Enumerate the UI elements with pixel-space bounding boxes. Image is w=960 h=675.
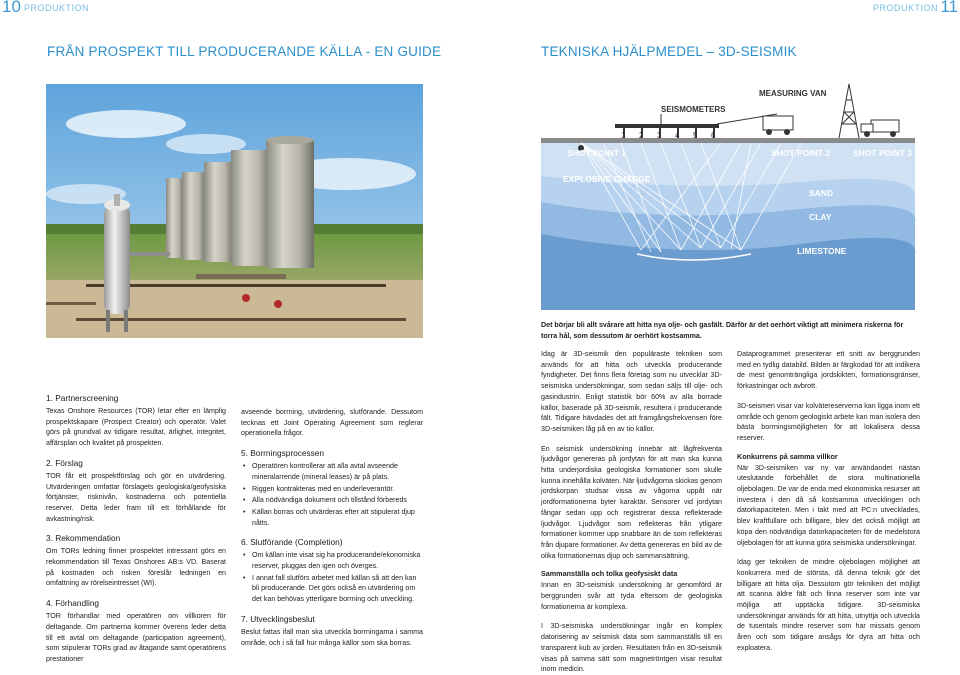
section-heading-utvecklingsbeslut: 7. Utvecklingsbeslut: [241, 613, 315, 624]
bullet-list: [241, 550, 423, 605]
sand-label: SAND: [809, 188, 834, 198]
right-running-head: PRODUKTION: [872, 3, 938, 13]
shot-point-2-label: SHOT POINT 2: [771, 148, 831, 158]
section-text: Om TORs ledning finner prospektet intressant görs en rekommendation till Texas Onshores AB:s VD. Baserat på kostnaden och risken föreslår ledningen en omfattning av rörelseintresset (WI).: [46, 547, 226, 588]
seismometer-number: 5: [693, 131, 698, 140]
bullet-list: [241, 461, 423, 528]
seismic-diagram: [541, 84, 915, 310]
paragraph: I 3D-seismiska undersökningar ingår en komplex datorisering av seismisk data som sammanställs till en transparent kub av jorden. Resultaten från en 3D-seismik visas på samma sätt som magnetröntgen visar resultat inom medicin.: [541, 622, 722, 674]
section-text: TOR får ett prospektförslag och gör en utvärdering. Utvärderingen omfattar förslagets geologiska/geofysiska förtjänster, risknivån, kostnaderna och potentiella reserver. Detta leder fram till ett förhållande för avkastning/risk.: [46, 471, 226, 523]
seismometer-number: 3: [657, 131, 662, 140]
list-item: • I annat fall slutförs arbetet med källan så att den kan bli producerande. Det görs också en utvärdering om det kan behövas ytterligare borrning och utveckling.: [241, 573, 423, 605]
section-heading-borrningsprocessen: 5. Borrningsprocessen: [241, 448, 325, 459]
section-text: TOR förhandlar med operatören om villkoren för deltagande. Om partnerna kommer överens leder detta till ett avtal om deltagande (participation agreement), som stipulerar TORs grad av åtagande samt operatörens prestationer: [46, 612, 226, 663]
paragraph: Dataprogrammet presenterar ett snitt av berggrunden med en tydlig databild. Bilden är färgkodad för att indikera de mest genomträngliga jordskikten, formationsgränser, förkastningar och avbrott.: [737, 350, 920, 391]
measuring-van-label: MEASURING VAN: [759, 89, 827, 98]
left-page-title: FRÅN PROSPEKT TILL PRODUCERANDE KÄLLA - EN GUIDE: [47, 44, 442, 59]
seismic-illustration: [541, 84, 915, 310]
limestone-label: LIMESTONE: [797, 246, 847, 256]
subheading-konkurrens: Konkurrens på samma villkor: [737, 451, 838, 461]
diagram-caption: Det börjar bli allt svårare att hitta nya olje- och gasfält. Därför är det oerhört viktigt att minimera riskerna för torra hål, som dessutom är oerhört kostsamma.: [541, 321, 904, 340]
section-heading-partnerscreening: 1. Partnerscreening: [46, 393, 119, 403]
subheading-geofysiskt-data: Sammanställa och tolka geofysiskt data: [541, 569, 678, 579]
paragraph: Idag är 3D-seismik den populäraste tekniken som används för att hitta och utveckla producerande fyndigheter. Det finns flera företag som nu utvecklar 3D-seismiska undersökningar, som sedan säljs till olje- och gasindustrin. Enligt statistik bör 60% av alla borrade källor, baserade på 3D-seismik, resultera i producerande fält. Tidigare hävdades det att framgångsfrekvensen före 3D-seismiken låg på en av tio källor.: [541, 350, 722, 433]
section-text: Beslut fattas ifall man ska utveckla borrningarna i samma område, och i så fall hur många källor som ska borras.: [241, 627, 423, 647]
section-heading-forslag: 2. Förslag: [46, 457, 83, 468]
seismometers-label: SEISMOMETERS: [661, 105, 726, 114]
oil-tanks-photo: [46, 84, 423, 338]
seismometer-number: 2: [639, 131, 644, 140]
paragraph: En seismisk undersökning innebär att lågfrekventa ljudvågor genereras på jordytan för att man ska kunna hitta underjordiska geologiska formationer som skulle kunna innehålla kolväten. När ljudvågorna skickas genom jordskorpan studsar vissa av vågorna uppåt när jordformationerna byter karaktär. Sensorer vid jordytan fångar sedan upp och registrerar dessa reflekterade ljudvågor. Ljudvågor som reflekteras från ytligare formationer kommer upp snabbare än de som reflekteras från djupare formationer. Av detta genereras en bild av de olika formationernas djup och sammansättning.: [541, 444, 722, 560]
list-item: • Alla nödvändiga dokument och tillstånd förbereds: [241, 495, 423, 506]
seismometer-number: 1: [621, 131, 626, 140]
seismometer-number: 4: [675, 131, 680, 140]
list-item: • Operatören kontrollerar att alla avtal avseende mineralarrende (mineral leases) är på plats.: [241, 461, 423, 482]
paragraph: Innan en 3D-seismisk undersökning är genomförd är berggrunden svår att tyda eftersom de geologiska formationerna är komplexa.: [541, 581, 722, 611]
list-item: • Riggen kontrakteras med en underleverantör.: [241, 484, 423, 495]
left-page-number: 10: [2, 0, 21, 16]
right-page-title: TEKNISKA HJÄLPMEDEL – 3D-SEISMIK: [541, 44, 797, 59]
list-item: • Om källan inte visat sig ha producerande/ekonomiska reserver, pluggas den igen och överges.: [241, 550, 423, 571]
section-text: Texas Onshore Resources (TOR) letar efter en lämplig prospektskapare (Prospect Creator) och operatör. Valet görs på grundval av tidigare resultat, ärlighet, integritet, affärsplan och kvalitet på prospekten.: [46, 407, 226, 448]
right-page-number: 11: [940, 0, 958, 16]
section-heading-forhandling: 4. Förhandling: [46, 598, 100, 609]
paragraph: 3D-seismen visar var kolvätereserverna kan ligga inom ett område och genom geologiskt arbete kan man isolera den bästa borrningsmöjligheten för att lokalisera dessa reserver.: [737, 401, 920, 442]
section-heading-slutforande: 6. Slutförande (Completion): [241, 537, 343, 548]
oil-tanks-illustration: [46, 84, 423, 338]
column-1: [46, 393, 226, 665]
section-text: avseende borrning, utvärdering, slutförande. Dessutom tecknas ett Joint Operating Agreement som reglerar operationella frågor.: [241, 408, 423, 438]
section-heading-rekommendation: 3. Rekommendation: [46, 533, 121, 544]
paragraph: När 3D-seismiken var ny var användandet nästan uteslutande förbehållet de stora multinationella oljebolagen. De var de enda med ekonomiska resurser att investera i den då så kostsamma utvecklingen och datorkapaciteten. Men i takt med att PC:n utvecklades, blev kraftfullare och billigare, blev det också möjligt att köpa den nödvändiga datorkapaciteten för de medelstora oljebolagen för att kunna göra seismiska undersökningar.: [737, 463, 920, 547]
left-running-head: PRODUKTION: [24, 3, 90, 13]
shot-point-3-label: SHOT POINT 3: [853, 148, 913, 158]
list-item: • Källan borras och utvärderas efter att stipulerat djup nåtts.: [241, 507, 423, 528]
column-2: [241, 407, 423, 648]
column-4: [737, 349, 920, 654]
seismometer-number: 6: [711, 131, 716, 140]
shot-point-1-label: SHOT POINT 1: [567, 148, 627, 158]
clay-label: CLAY: [809, 212, 832, 222]
paragraph: Idag ger tekniken de mindre oljebolagen möjlighet att konkurrera med de största, då denna teknik gör det billigare att hitta olja. Dessutom gör tekniken det möjligt att scanna äldre fält och finna reserver som inte var möjliga att upptäcka tidigare. 3D-seismiska undersökningar används för att hitta, utnyttja och utveckla de tusentals mindre reserver som har missats genom åren och som tidigare ansågs för dyra att hitta och exploatera.: [737, 558, 920, 652]
column-3: [541, 349, 722, 675]
explosive-charge-label: EXPLOSIVE CHARGE: [563, 174, 651, 184]
